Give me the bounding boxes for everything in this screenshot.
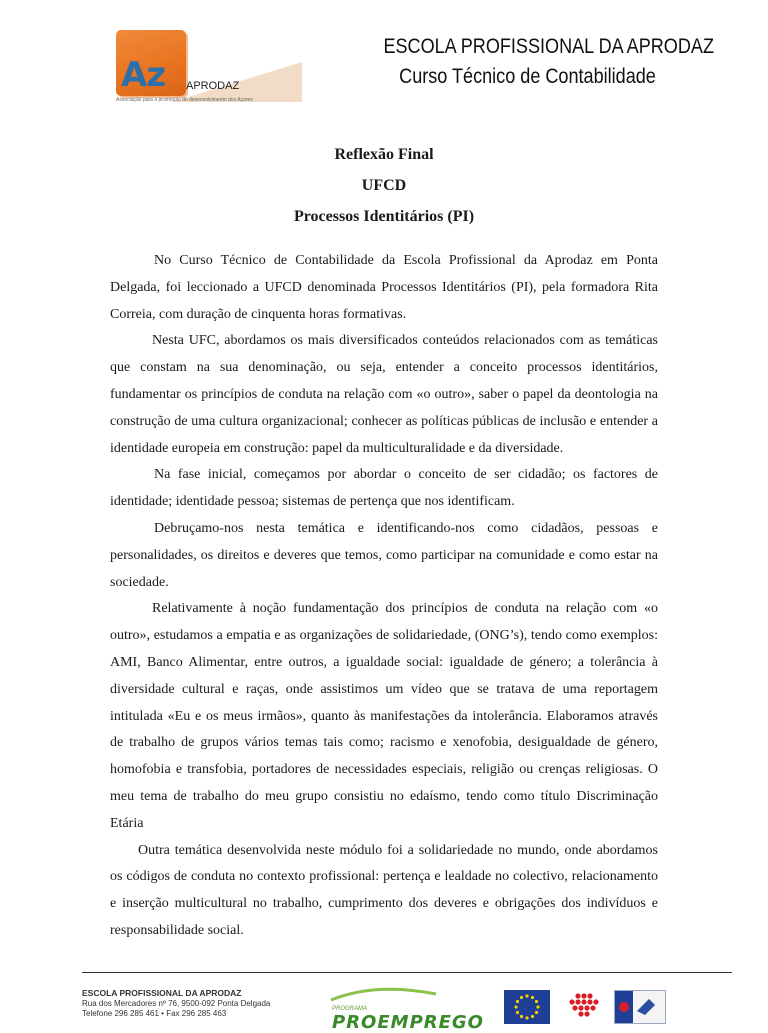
paragraph: Na fase inicial, começamos por abordar o conceito de ser cidadão; os factores de identidade; identidade pessoa; sistemas de pertença que nos identificam. [110, 467, 658, 510]
paragraph: Relativamente à noção fundamentação dos princípios de conduta na relação com «o outro», estudamos a empatia e as organizações de solidariedade, (ONG’s), tendo como exemplos: AMI, Banco Alimentar, entre outros, a igualdade social: igualdade de género; a tolerância à diversidade cultural e raças, onde assistimos um vídeo que se tratava de uma reportagem intitulada «Eu e os meus irmãos», quanto às manifestações da intolerância. Elaboramos através de trabalho de grupos vários temas tais como; racismo e xenofobia, desigualdade de género, homofobia e transfobia, portadores de necessidades especiais, religião ou crenças religiosas. O meu tema de trabalho do meu grupo consistiu no edaísmo, tendo como título Discriminação Etária [110, 601, 658, 831]
paragraph: Outra temática desenvolvida neste módulo foi a solidariedade no mundo, onde abordamos os códigos de conduta no contexto profissional: pertença e lealdade no colectivo, relacionamento e inserção multicultural no trabalho, cumprimento dos deveres e obrigações dos indivíduos e responsabilidade social. [110, 842, 658, 938]
footer-divider [82, 972, 732, 973]
school-name: ESCOLA PROFISSIONAL DA APRODAZ [383, 35, 714, 58]
paragraph: Nesta UFC, abordamos os mais diversificados conteúdos relacionados com as temáticas que constam na sua denominação, ou seja, entender a conceito processos identitários, fundamentar os princípios de conduta na relação com «o outro», saber o papel da deontologia na construção de uma cultura organizacional; conhecer as políticas públicas de inclusão e entender a identidade europeia em construção: papel da multiculturalidade e da diversidade. [110, 333, 658, 456]
program-big-label: PROEMPREGO [332, 1012, 484, 1033]
aprodaz-logo [112, 28, 272, 108]
footer-address [82, 988, 270, 1019]
title-ufcd: UFCD [361, 177, 407, 194]
document-titles [0, 139, 768, 232]
logo-tagline: Associação para a promoção do desenvolvimento dos Açores [116, 97, 253, 103]
footer-phone: Telefone 296 285 461 • Fax 296 285 463 [82, 1009, 227, 1018]
school-header [360, 34, 714, 90]
footer-school: ESCOLA PROFISSIONAL DA APRODAZ [82, 988, 242, 998]
title-processos: Processos Identitários (PI) [293, 208, 475, 225]
document-body [110, 248, 658, 945]
title-reflexao: Reflexão Final [334, 146, 434, 163]
logo-mark: Az [121, 55, 166, 95]
proemprego-logo [322, 984, 484, 1033]
proemprego-swoosh-icon [326, 984, 446, 1004]
azores-flag-icon [614, 990, 666, 1024]
eu-stars-icon [504, 990, 550, 1024]
course-name: Curso Técnico de Contabilidade [399, 65, 656, 88]
paragraph: No Curso Técnico de Contabilidade da Escola Profissional da Aprodaz em Ponta Delgada, foi leccionado a UFCD denominada Processos Identitários (PI), pela formadora Rita Correia, com duração de cinquenta horas formativas. [110, 253, 658, 322]
eu-flag-icon [504, 990, 550, 1024]
red-dots-logo-icon [564, 990, 604, 1024]
program-small-label: PROGRAMA [332, 1006, 368, 1012]
logo-name: APRODAZ [186, 80, 240, 92]
footer-street: Rua dos Mercadores nº 76, 9500-092 Ponta Delgada [82, 999, 271, 1008]
paragraph: Debruçamo-nos nesta temática e identificando-nos como cidadãos, pessoas e personalidades, os direitos e deveres que temos, como participar na comunidade e como estar na sociedade. [110, 520, 658, 590]
